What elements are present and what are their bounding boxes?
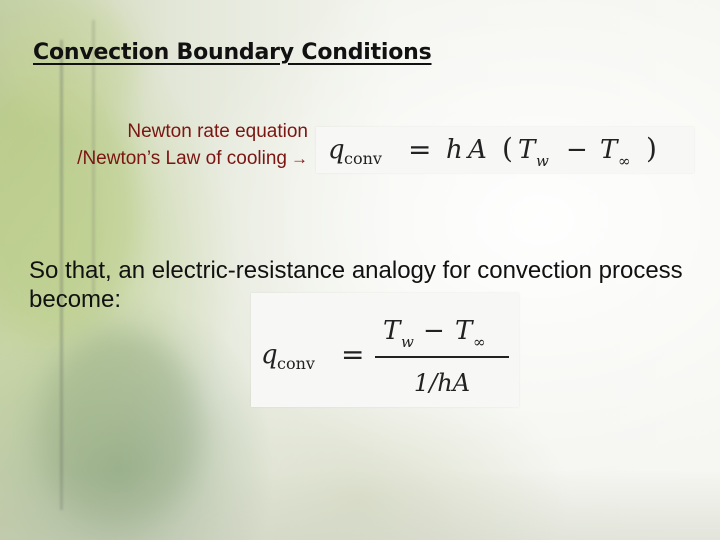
eq1-close-paren: ): [646, 132, 657, 165]
convection-resistance-equation: [251, 293, 519, 407]
eq2-q-symbol: q: [261, 340, 278, 370]
resistance-analogy-text: So that, an electric-resistance analogy for convection process become:: [29, 257, 683, 313]
eq1-equals-sign: =: [408, 133, 432, 166]
newton-law-label: [77, 118, 308, 172]
background-shade: [0, 470, 720, 540]
eq2-infinity-subscript: ∞: [473, 333, 486, 351]
eq1-open-paren: (: [502, 132, 513, 165]
newton-cooling-equation: [316, 127, 694, 173]
eq1-infinity-subscript: ∞: [618, 152, 631, 170]
eq2-minus-sign: −: [423, 316, 445, 346]
eq2-conv-subscript: conv: [277, 354, 315, 373]
newton-label-line-1: Newton rate equation: [127, 121, 308, 142]
slide-title: Convection Boundary Conditions: [33, 40, 432, 65]
eq2-equals-sign: =: [341, 338, 365, 371]
right-arrow-icon: →: [291, 149, 308, 168]
eq1-ambient-temperature-symbol: T: [600, 135, 618, 165]
eq1-conv-subscript: conv: [344, 149, 382, 168]
newton-label-line-2-text: /Newton’s Law of cooling: [77, 148, 287, 169]
eq1-wall-temperature-symbol: T: [518, 135, 536, 165]
eq2-wall-temperature-symbol: T: [383, 316, 401, 346]
eq1-minus-sign: −: [566, 135, 588, 165]
equation-2-graphic: [251, 293, 519, 407]
newton-label-line-2: [77, 145, 308, 172]
eq2-ambient-temperature-symbol: T: [455, 316, 473, 346]
eq2-denominator: 1/hA: [413, 369, 471, 397]
eq2-wall-subscript: w: [401, 333, 414, 351]
eq1-wall-subscript: w: [536, 152, 549, 170]
eq1-h-symbol: h: [446, 135, 463, 165]
eq1-area-symbol: A: [468, 135, 487, 165]
eq1-q-symbol: q: [328, 135, 345, 165]
equation-1-graphic: [316, 127, 694, 173]
